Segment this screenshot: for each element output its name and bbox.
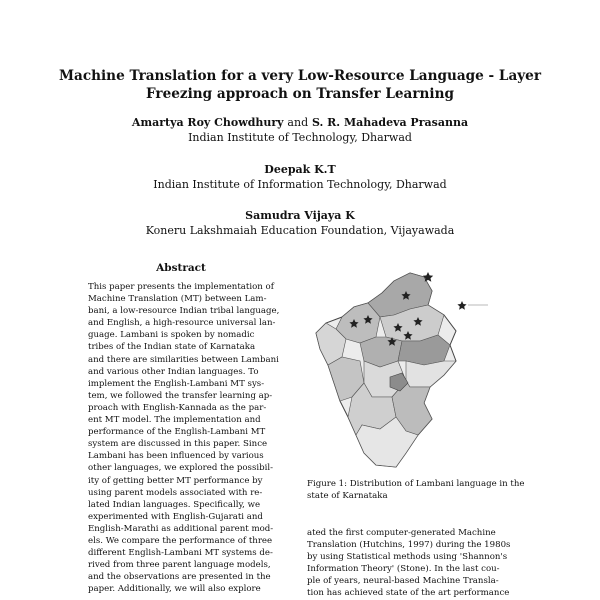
abstract-line: proach with English-Kannada as the par- [88,402,267,413]
abstract-line: different English-Lambani MT systems de- [88,548,273,559]
author-affiliation: Koneru Lakshmaiah Education Foundation, Vijayawada [145,224,455,237]
abstract-line: experimented with English-Gujarati and [88,511,263,522]
author-conjunction: and [287,116,309,129]
body-line: Translation (Hutchins, 1997) during the 1980s [307,540,511,551]
abstract-line: and the observations are presented in the [88,572,271,583]
abstract-line: bani, a low-resource Indian tribal language, [88,306,280,317]
author-name: Samudra Vijaya K [245,209,355,222]
body-line: ple of years, neural-based Machine Transla- [307,576,499,587]
author-line-1 [0,116,600,129]
abstract-line: English-Marathi as additional parent mod- [88,523,274,534]
abstract-line: Lambani has been influenced by various [88,451,264,462]
abstract-body [88,281,280,595]
abstract-line: and there are similarities between Lambani [88,354,279,365]
abstract-heading: Abstract [156,262,206,274]
abstract-line: This paper presents the implementation of [88,282,274,292]
author-affiliation: Indian Institute of Information Technology, Dharwad [153,178,447,191]
body-line: ated the first computer-generated Machine [307,528,496,538]
abstract-line: system are discussed in this paper. Since [88,439,268,450]
author-name: Amartya Roy Chowdhury [131,116,284,129]
paper-title-line: Freezing approach on Transfer Learning [146,86,454,102]
body-line: Information Theory' (Stone). In the last cou- [307,564,500,575]
abstract-line: and English, a high-resource universal lan- [88,318,276,329]
author-name: S. R. Mahadeva Prasanna [311,116,469,129]
right-column-body [307,527,529,600]
abstract-line: using parent models associated with re- [88,487,263,498]
abstract-line: other languages, we explored the possibil- [88,463,274,474]
figure-caption-line: Figure 1: Distribution of Lambani language in the [307,479,525,489]
author-affiliation: Indian Institute of Technology, Dharwad [188,131,412,144]
abstract-line: tribes of the Indian state of Karnataka [88,342,256,353]
abstract-line: els. We compare the performance of three [88,535,273,546]
body-line: by using Statistical methods using 'Shannon's [307,552,508,563]
abstract-line: performance of the English-Lambani MT [88,427,266,438]
abstract-line: lated Indian languages. Specifically, we [88,499,261,510]
paper-title-line: Machine Translation for a very Low-Resource Language - Layer [59,68,541,84]
abstract-line: Machine Translation (MT) between Lam- [88,294,267,305]
abstract-line: ent MT model. The implementation and [88,415,261,426]
star-marker [457,301,466,310]
abstract-line: tem, we followed the transfer learning ap- [88,390,273,401]
district-region [406,361,456,387]
abstract-line: and various other Indian languages. To [88,366,259,377]
figure-caption-line: state of Karnataka [307,491,388,501]
abstract-line: guage. Lambani is spoken by nomadic [88,330,255,341]
karnataka-map [306,257,528,469]
abstract-line: rived from three parent language models, [88,560,271,571]
figure-caption [307,478,529,502]
abstract-line: paper. Additionally, we will also explore [88,584,261,595]
paper-title [40,67,560,103]
karnataka-map-figure [306,257,528,469]
body-line: tion has achieved state of the art performance [307,588,510,599]
abstract-line: ity of getting better MT performance by [88,475,263,486]
author-name: Deepak K.T [264,163,336,176]
abstract-line: implement the English-Lambani MT sys- [88,378,265,389]
